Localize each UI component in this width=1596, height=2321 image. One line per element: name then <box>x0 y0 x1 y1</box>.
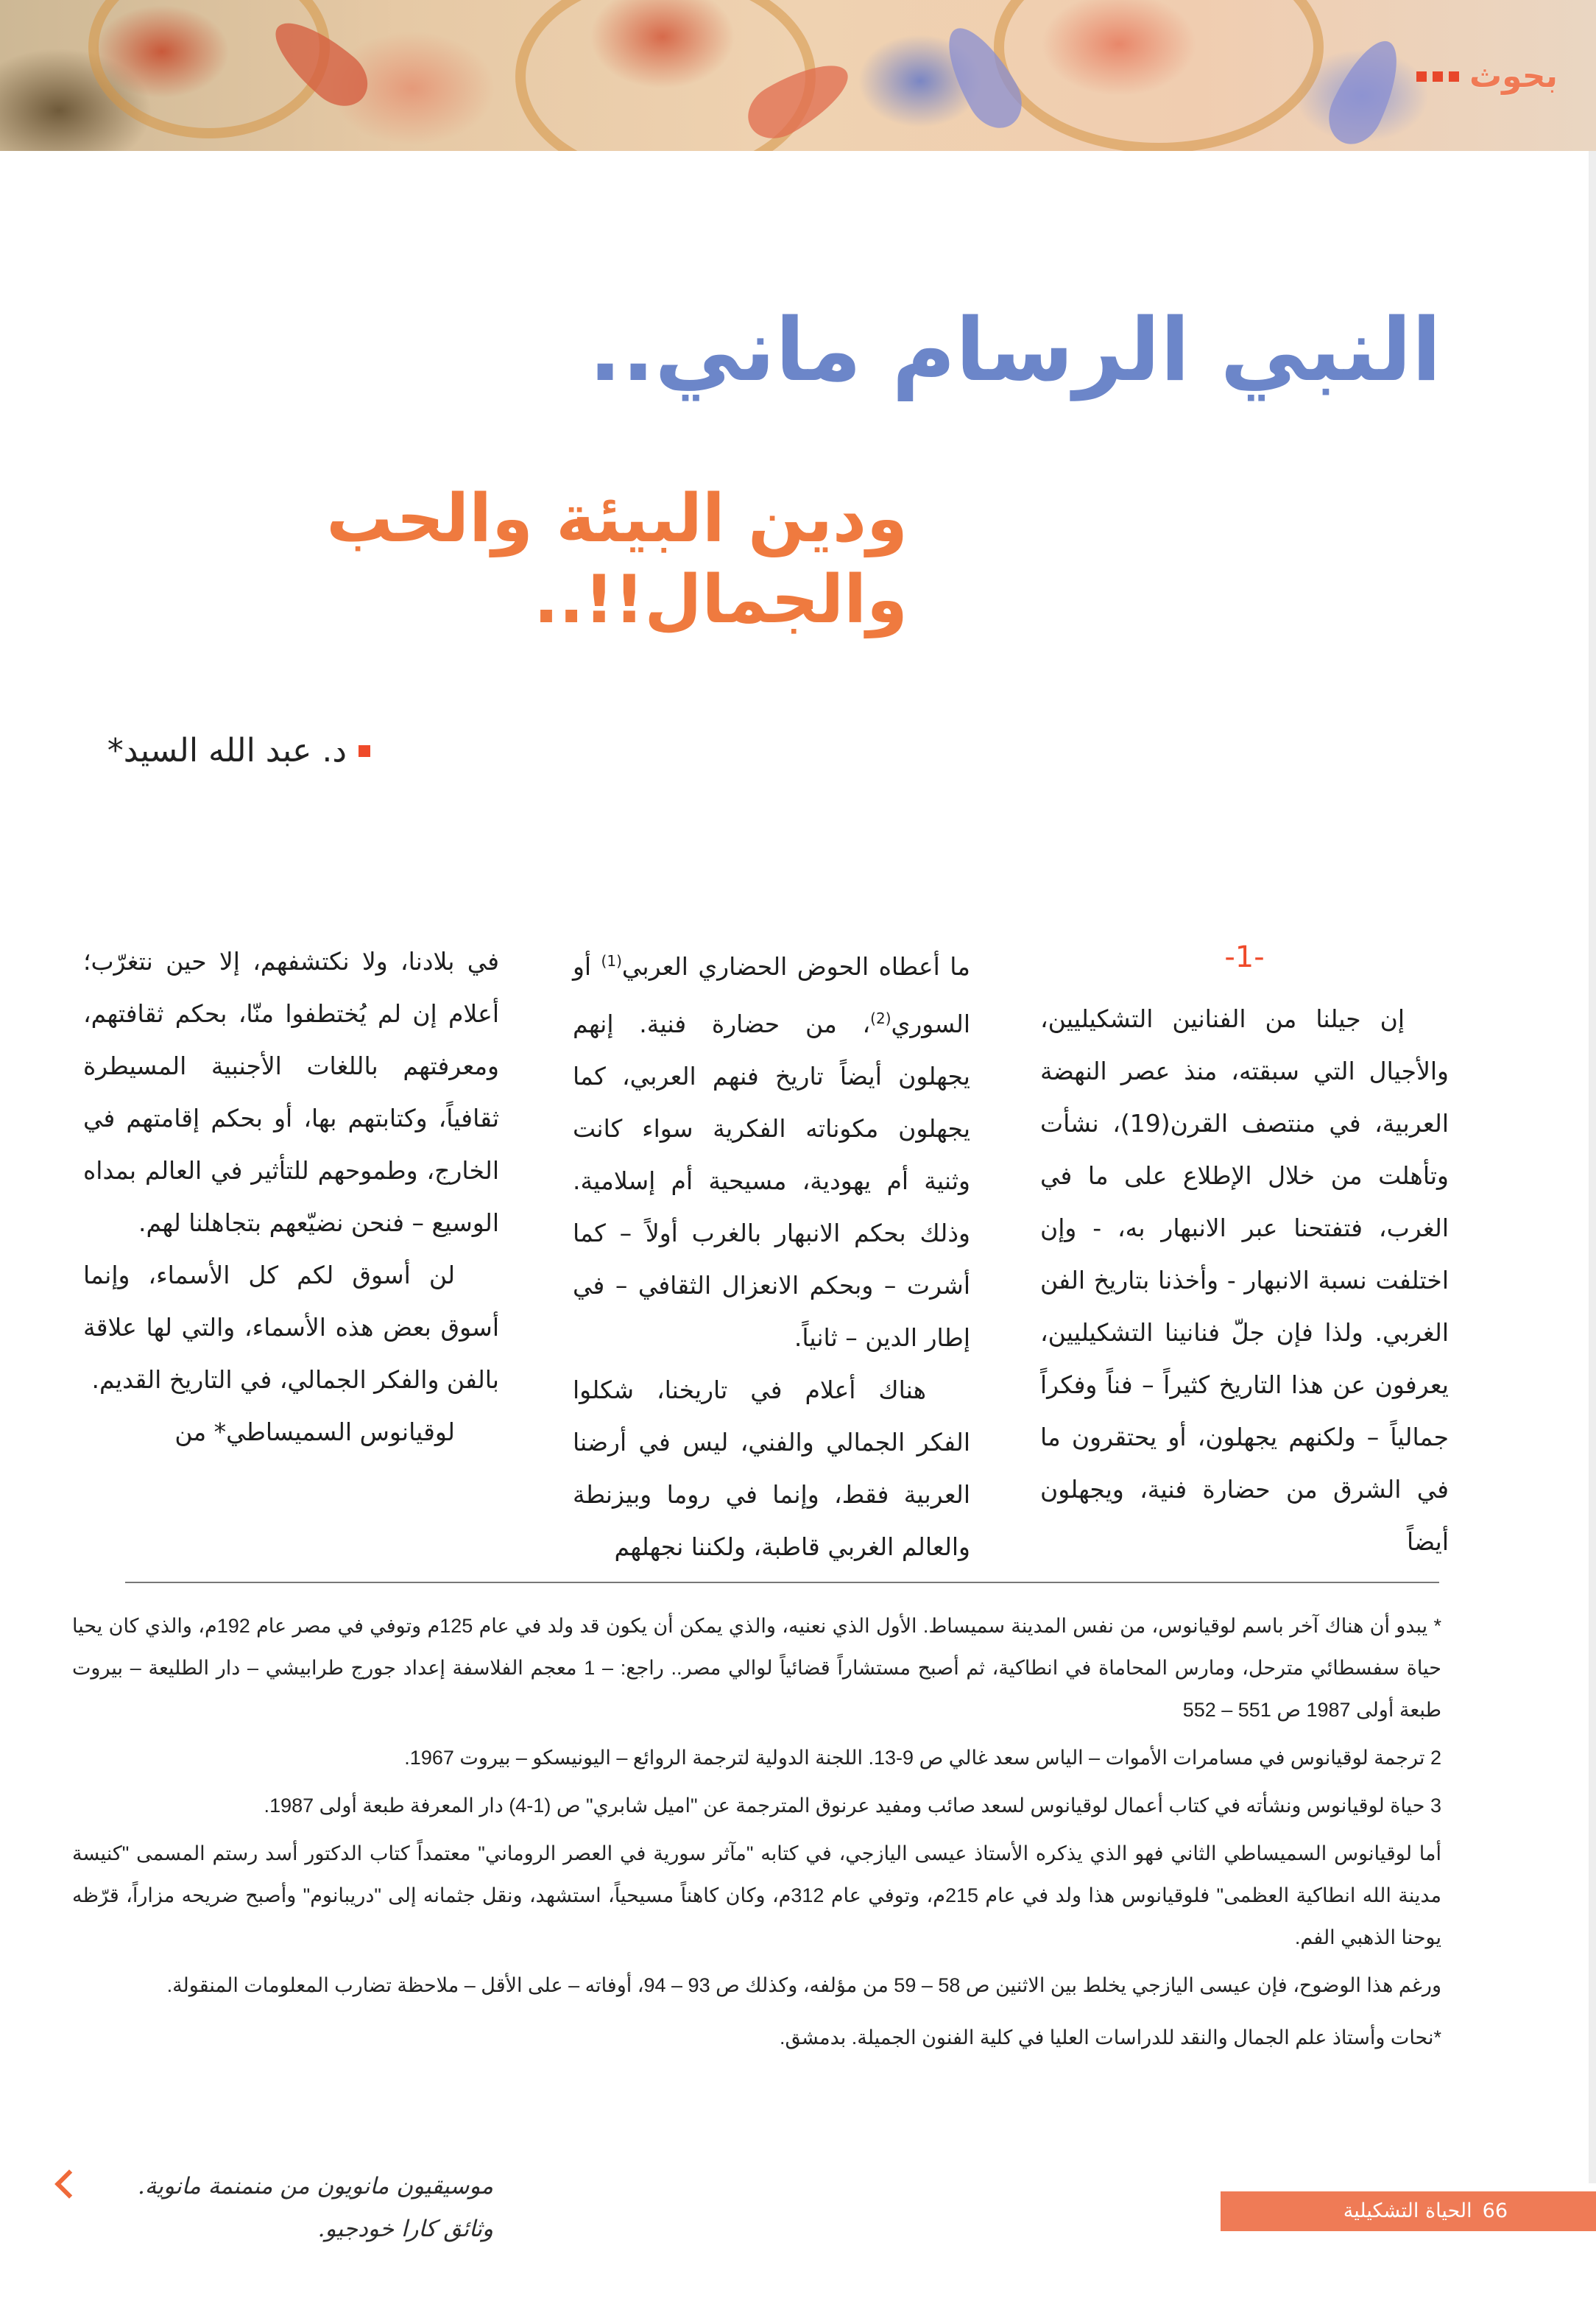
footnote: * يبدو أن هناك آخر باسم لوقيانوس، من نفس المدينة سميساط. الأول الذي نعنيه، والذي يمكن أن يكون قد ولد في عام 125م وتوفي في مصر عام 192م، والذي كان يحيا حياة سفسطائي مترحل، ومارس المحاماة في انطاكية، ثم أصبح مستشاراً قضائياً لوالي مصر.. راجع: – 1 معجم الفلاسفة إعداد جورج طرابيشي – دار الطليعة – بيروت طبعة أولى 1987 ص 551 – 552 <box>72 1615 1441 1721</box>
footnote: أما لوقيانوس السميساطي الثاني فهو الذي يذكره الأستاذ عيسى اليازجي، في كتابه "مآثر سورية في العصر الروماني" معتمداً كتاب الدكتور أسد رستم المسمى "كنيسة مدينة الله انطاكية العظمى" فلوقيانوس هذا ولد في عام 215م، وتوفي عام 312م، وكان كاهناً مسيحياً، استشهد، ونقل جثمانه إلى "دريبانوم" وأصبح ضريحه مزاراً، قرّظه يوحنا الذهبي الفم. <box>72 1842 1442 1948</box>
section-label-text: بحوث <box>1469 57 1558 95</box>
caption-line: وثائق كارا خودجيو. <box>317 2216 493 2242</box>
header-banner-ornament <box>0 0 1596 151</box>
article-subtitle: ودين البيئة والحب والجمال!!.. <box>326 480 908 638</box>
section-label-dots <box>1416 71 1459 82</box>
footnote: 3 حياة لوقيانوس ونشأته في كتاب أعمال لوقيانوس لسعد صائب ومفيد عرنوق المترجمة عن "اميل شابري" ص (1-4) دار المعرفة طبعة أولى 1987. <box>264 1795 1441 1817</box>
author-byline <box>76 729 370 773</box>
footnote-ref: (2) <box>870 1010 891 1027</box>
paragraph: لوقيانوس السميساطي* من <box>174 1417 455 1446</box>
text-column-3 <box>83 935 499 1458</box>
article-title: النبي الرسام ماني.. <box>588 299 1441 401</box>
paragraph: هناك أعلام في تاريخنا، شكلوا الفكر الجمالي والفني، ليس في أرضنا العربية فقط، وإنما في روما وبيزنطة والعالم الغربي قاطبة، ولكننا نجهلهم <box>573 1376 970 1561</box>
paragraph: في بلادنا، ولا نكتشفهم، إلا حين نتغرّب؛ أعلام إن لم يُختطفوا منّا، بحكم ثقافتهم، ومعرفتهم باللغات الأجنبية المسيطرة ثقافياً، وكتابتهم بها، أو بحكم إقامتهم في الخارج، وطموحهم للتأثير في العالم بمداه الوسيع – فنحن نضيّعهم بتجاهلنا لهم. <box>83 947 499 1237</box>
caption-arrow-icon <box>54 2169 84 2199</box>
section-number: -1- <box>1224 940 1265 974</box>
magazine-name: الحياة التشكيلية <box>1343 2200 1472 2222</box>
author-note: *نحات وأستاذ علم الجمال والنقد للدراسات العليا في كلية الفنون الجميلة. بدمشق. <box>780 2026 1441 2049</box>
caption-line: موسيقيون مانويون من منمنمة مانوية. <box>137 2173 493 2200</box>
paragraph: إن جيلنا من الفنانين التشكيليين، والأجيال التي سبقته، منذ عصر النهضة العربية، في منتصف القرن(19)، نشأت وتأهلت من خلال الإطلاع على ما في الغرب، فتفتحنا عبر الانبهار به، - وإن اختلفت نسبة الانبهار - وأخذنا بتاريخ الفن الغربي. ولذا فإن جلّ فنانينا التشكيليين، يعرفون عن هذا التاريخ كثيراً – فناً وفكراً جمالياً – ولكنهم يجهلون، أو يحتقرون ما في الشرق من حضارة فنية، ويجهلون أيضاً <box>1040 1004 1449 1556</box>
bullet-square-icon <box>359 745 370 757</box>
footnote: ورغم هذا الوضوح، فإن عيسى اليازجي يخلط بين الاثنين ص 58 – 59 من مؤلفه، وكذلك ص 93 – 94، أوفاته – على الأقل – ملاحظة تضارب المعلومات المنقولة. <box>166 1974 1441 1996</box>
footnotes <box>72 1605 1441 2065</box>
paragraph: لن أسوق لكم كل الأسماء، وإنما أسوق بعض هذه الأسماء، والتي لها علاقة بالفن والفكر الجمالي، في التاريخ القديم. <box>83 1261 499 1394</box>
text-column-1 <box>1040 935 1449 1568</box>
footnote: 2 ترجمة لوقيانوس في مسامرات الأموات – الياس سعد غالي ص 9-13. اللجنة الدولية لترجمة الروائع – اليونيسكو – بيروت 1967. <box>404 1747 1441 1769</box>
page-footer <box>1221 2191 1596 2231</box>
footnote-ref: (1) <box>601 952 622 970</box>
paragraph: ما أعطاه الحوض الحضاري العربي$^{(1)}$ أو السوري$^{(2)}$، من حضارة فنية. إنهم يجهلون أيضاً تاريخ فنهم العربي، كما يجهلون مكوناته الفكرية سواء كانت وثنية أم يهودية، مسيحية أم إسلامية. وذلك بحكم الانبهار بالغرب أولاً – كما أشرت – وبحكم الانعزال الثقافي – في إطار الدين – ثانياً. <box>573 952 970 1352</box>
footnote-divider <box>125 1582 1439 1583</box>
author-name: د. عبد الله السيد* <box>107 732 347 769</box>
text-column-2 <box>573 935 970 1573</box>
page-edge-shadow <box>1589 151 1596 2183</box>
page-number: 66 <box>1482 2200 1508 2222</box>
image-caption <box>81 2165 493 2250</box>
section-label <box>1416 57 1558 95</box>
